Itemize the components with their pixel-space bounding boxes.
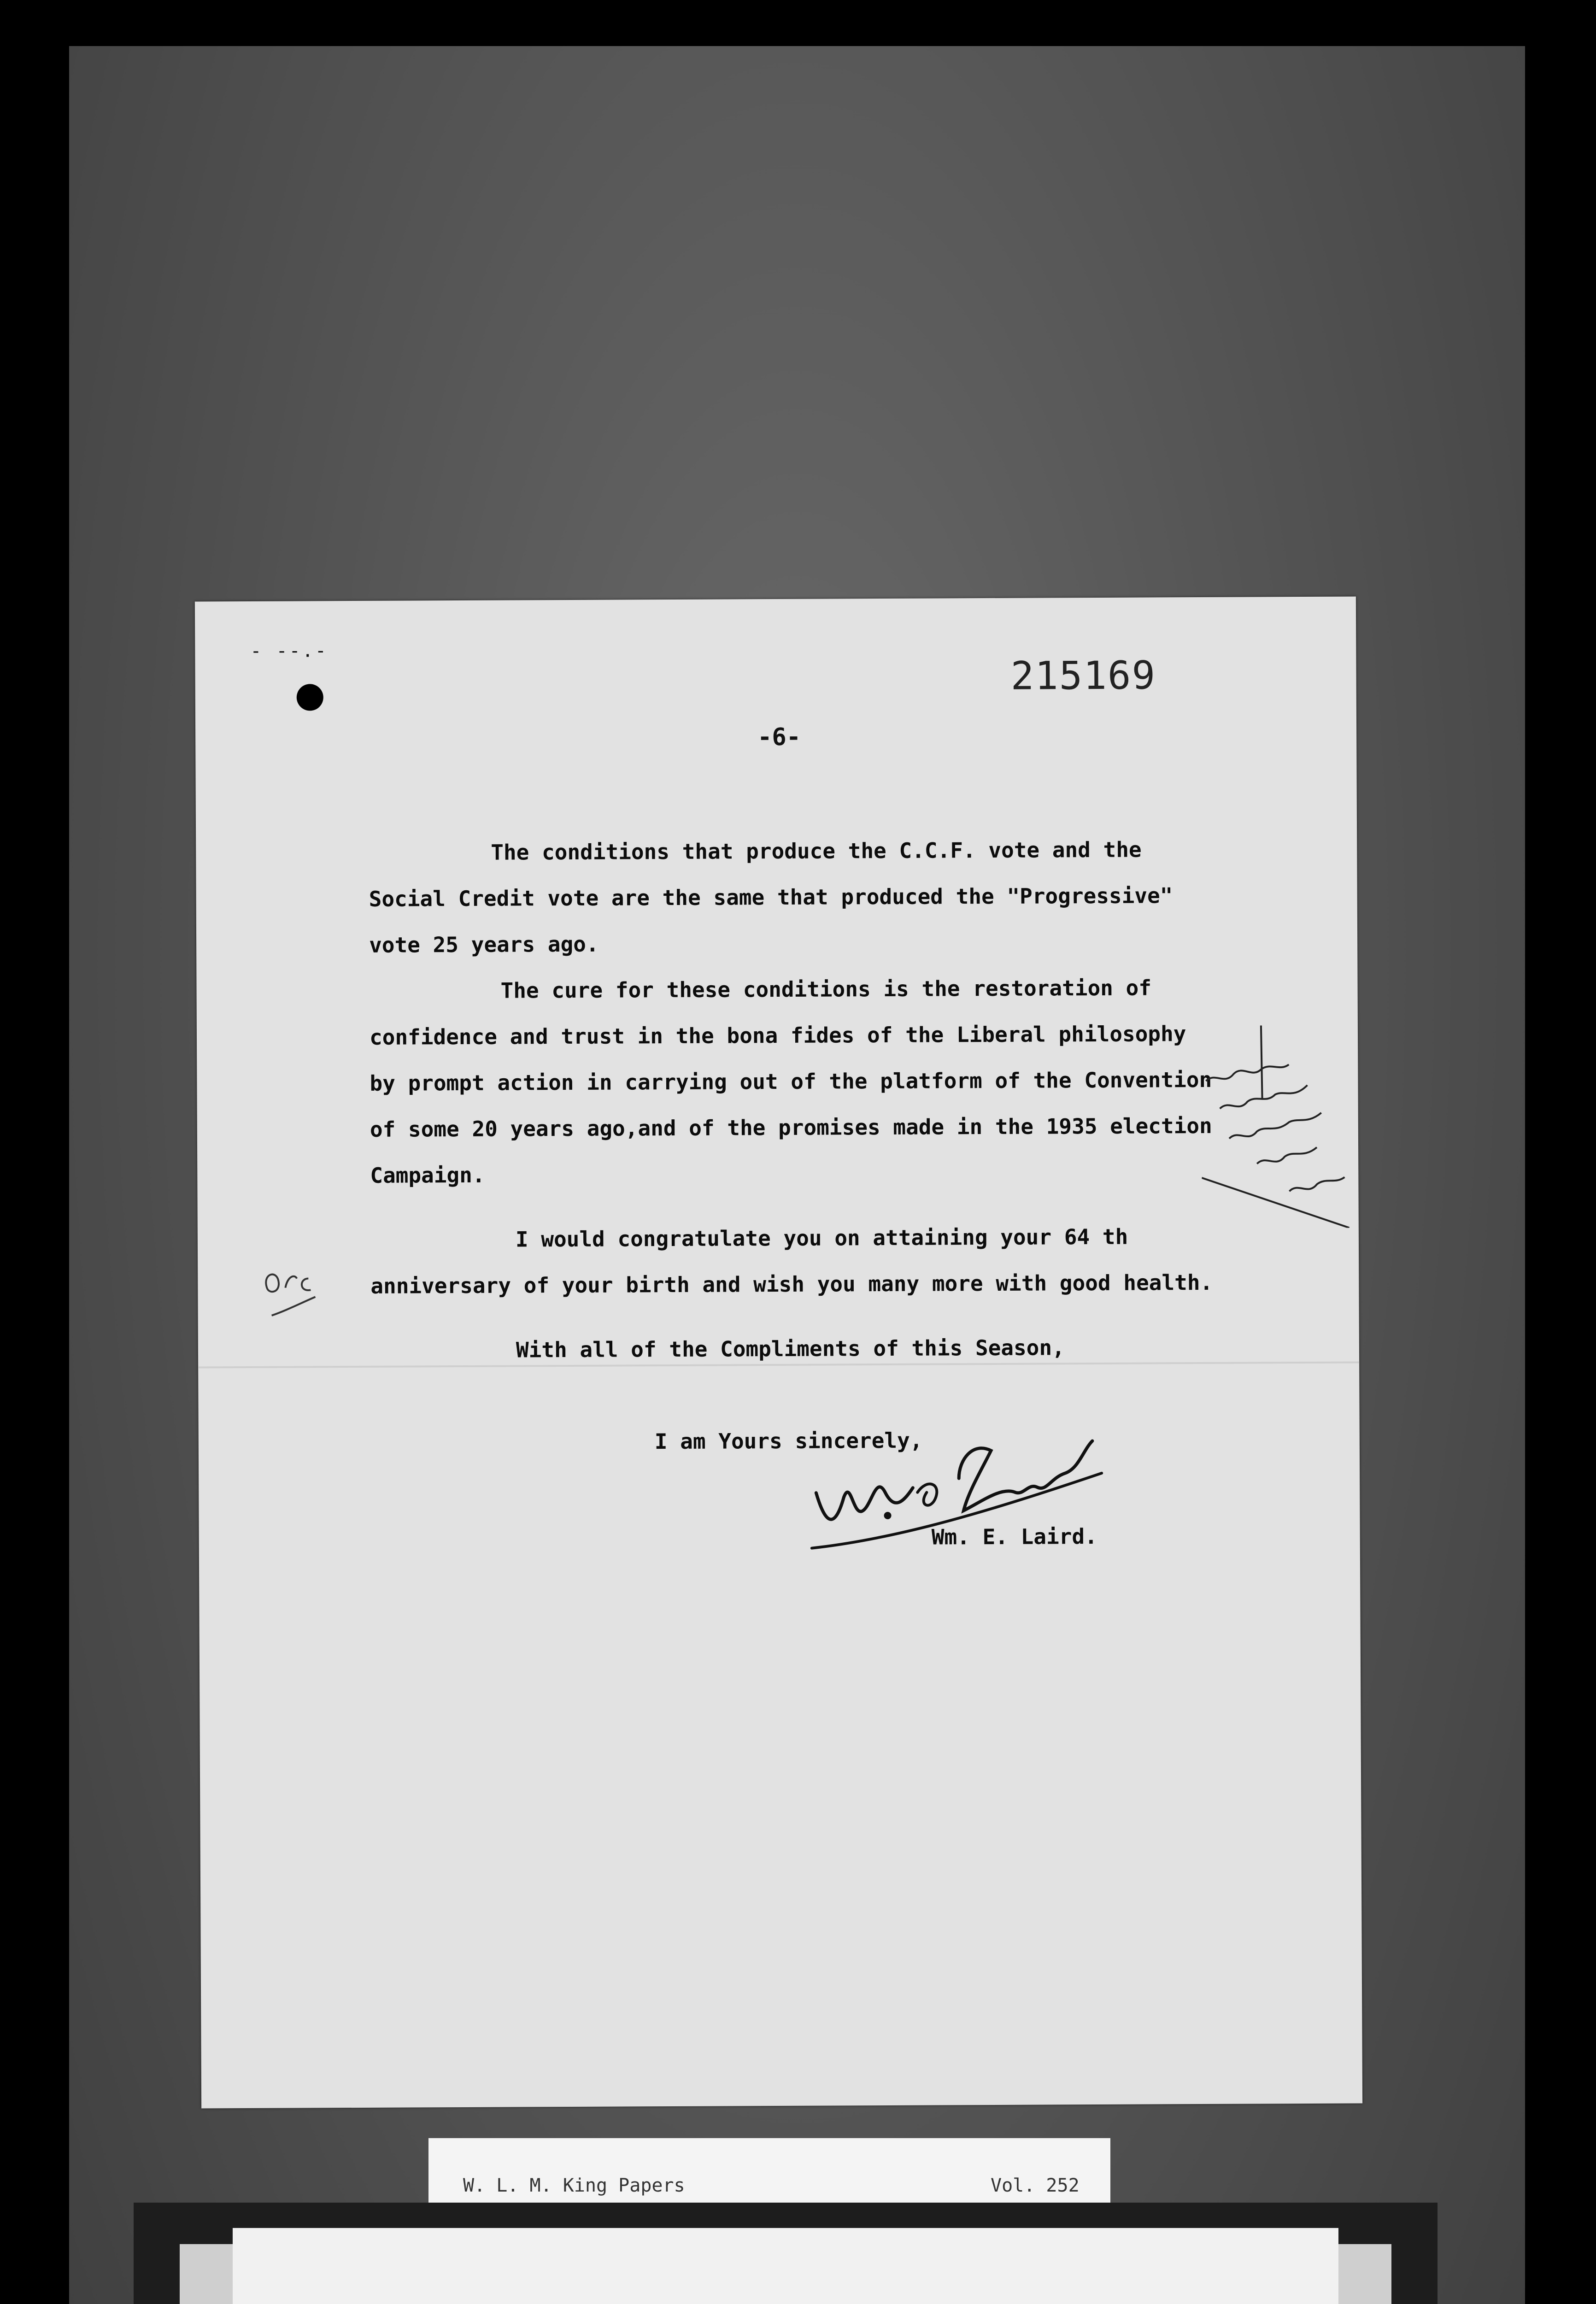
- punch-hole: [297, 684, 323, 711]
- body-line: confidence and trust in the bona fides of the Liberal philosophy: [369, 1021, 1186, 1050]
- closing-line: With all of the Compliments of this Season,: [516, 1335, 1065, 1363]
- fold-line: [198, 1362, 1359, 1369]
- archive-card: [233, 2228, 1338, 2304]
- volume-number: Vol. 252: [991, 2175, 1080, 2196]
- body-line: The cure for these conditions is the restoration of: [500, 975, 1152, 1003]
- document-number: 215169: [1010, 652, 1156, 699]
- corner-marks: - --.-: [250, 640, 328, 662]
- handwritten-margin-note: [1201, 1025, 1350, 1228]
- body-line: Campaign.: [370, 1162, 485, 1188]
- holder-clip-left: [180, 2244, 235, 2304]
- letter-page: [195, 597, 1362, 2109]
- valediction: I am Yours sincerely,: [654, 1428, 923, 1454]
- archive-card-holder: [134, 2203, 1438, 2304]
- body-line: vote 25 years ago.: [369, 931, 599, 958]
- body-line: anniversary of your birth and wish you many more with good health.: [370, 1270, 1213, 1299]
- body-line: by prompt action in carrying out of the platform of the Convention: [370, 1067, 1212, 1096]
- body-line: of some 20 years ago,and of the promises made in the 1935 election: [370, 1113, 1212, 1142]
- signatory-name: Wm. E. Laird.: [931, 1523, 1097, 1550]
- holder-clip-right: [1336, 2244, 1391, 2304]
- body-line: The conditions that produce the C.C.F. vote and the: [491, 837, 1142, 865]
- collection-name: W. L. M. King Papers: [463, 2175, 685, 2196]
- body-line: Social Credit vote are the same that produced the "Progressive": [369, 883, 1173, 911]
- handwritten-signature: [807, 1422, 1121, 1576]
- page-number: -6-: [757, 723, 801, 752]
- handwritten-initials: [258, 1260, 323, 1320]
- body-line: I would congratulate you on attaining your 64 th: [515, 1224, 1128, 1252]
